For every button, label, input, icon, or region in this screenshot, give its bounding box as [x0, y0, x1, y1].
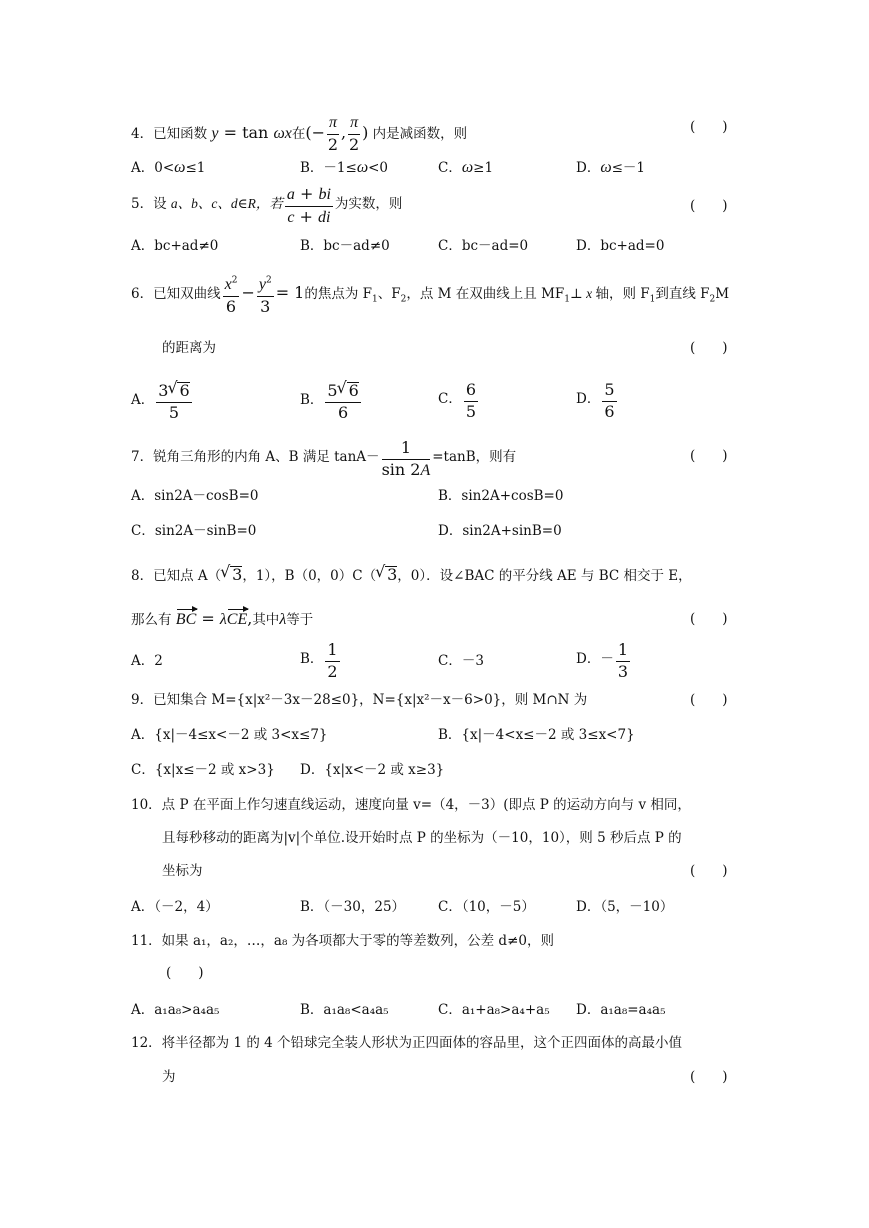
q9-option-b: B．{x|－4<x≤－2 或 3≤x<7} [438, 727, 635, 743]
q4-option-c: C．ω≥1 [438, 159, 494, 176]
q11-option-d: D．a₁a₈=a₄a₅ [576, 1002, 666, 1018]
q6-option-d: D． $\frac{5}{6}$ [576, 380, 615, 421]
q6-option-c: C． $\frac{6}{5}$ [438, 380, 477, 421]
q11-option-a: A．a₁a₈>a₄a₅ [131, 1002, 220, 1018]
q5-option-d: D．bc+ad=0 [576, 238, 665, 254]
q5-option-a: A．bc+ad≠0 [131, 238, 219, 254]
q4-answer-paren: ( ) [690, 119, 728, 135]
q4-option-a: A．0<ω≤1 [131, 159, 206, 176]
q8-stem-line2: 那么有 BC = λCE,其中λ等于 [131, 609, 314, 628]
q5-option-b: B．bc－ad≠0 [300, 238, 390, 254]
q5-stem: 5．设 a、b、c、d∈R，若 $\frac{a + bi}{c + di}$ 为实数，则 [131, 184, 403, 226]
q8-answer-paren: ( ) [690, 611, 728, 627]
q7-option-b: B．sin2A+cosB=0 [438, 488, 564, 504]
q12-stem-line2: 为 [162, 1069, 176, 1085]
q4-option-d: D．ω≤－1 [576, 159, 646, 176]
q4-stem: 4．已知函数 y = tan ωx在(− $\frac{\pi}{2}$ , $\frac{\pi}{2}$ ) 内是减函数，则 [131, 114, 468, 154]
q11-option-b: B．a₁a₈<a₄a₅ [300, 1002, 389, 1018]
q8-stem-line1: 8．已知点 A（√ 3，1），B（0，0）C（√ 3，0）．设∠BAC 的平分线 AE 与 BC 相交于 E， [131, 566, 692, 584]
q9-option-a: A．{x|－4≤x<－2 或 3<x≤7} [131, 727, 328, 743]
q8-option-c: C．－3 [438, 653, 484, 669]
q5-answer-paren: ( ) [690, 198, 728, 214]
q10-stem-line1: 10．点 P 在平面上作匀速直线运动，速度向量 v=（4，－3）(即点 P 的运动方向与 v 相同， [131, 797, 691, 813]
q4-option-b: B．－1≤ω<0 [300, 159, 389, 176]
q12-stem-line1: 12．将半径都为 1 的 4 个铅球完全装人形状为正四面体的容品里，这个正四面体的高最小值 [131, 1035, 683, 1051]
q9-option-d: D．{x|x<－2 或 x≥3} [300, 762, 445, 778]
q10-option-b: B．（－30，25） [300, 899, 406, 915]
q7-stem: 7．锐角三角形的内角 A、B 满足 tanA－ $\frac{1}{\sin 2A}$ =tanB，则有 [131, 438, 517, 479]
q6-answer-paren: ( ) [690, 340, 728, 356]
q9-option-c: C．{x|x≤－2 或 x>3} [131, 762, 275, 778]
q9-stem: 9．已知集合 M={x|x²－3x－28≤0}，N={x|x²－x－6>0}，则 M∩N 为 [131, 692, 588, 708]
q6-stem: 6．已知双曲线 $\frac{x^2}{6}$ − $\frac{y^2}{3}$ = 1的焦点为 $F_1$、$F_2$，点 M 在双曲线上且 $MF_1\perp$ x 轴，则 $F_1$到直线 $F_2M$ [131, 275, 730, 316]
q6-stem-line2: 的距离为 [162, 340, 216, 356]
q11-stem: 11．如果 a₁，a₂，…，a₈ 为各项都大于零的等差数列，公差 d≠0，则 [131, 933, 554, 949]
q7-answer-paren: ( ) [690, 448, 728, 464]
q11-option-c: C．a₁+a₈>a₄+a₅ [438, 1002, 550, 1018]
q10-option-c: C．（10，－5） [438, 899, 535, 915]
q10-stem-line2: 且每秒移动的距离为|v|个单位.设开始时点 P 的坐标为（－10，10），则 5 秒后点 P 的 [162, 830, 682, 846]
q7-option-a: A．sin2A－cosB=0 [131, 488, 259, 504]
q7-option-d: D．sin2A+sinB=0 [438, 523, 562, 539]
q10-option-d: D．（5，－10） [576, 899, 674, 915]
q8-option-a: A．2 [131, 653, 163, 669]
q12-answer-paren: ( ) [690, 1069, 728, 1085]
q11-answer-paren: ( ) [166, 965, 204, 981]
q7-option-c: C．sin2A－sinB=0 [131, 523, 257, 539]
q10-answer-paren: ( ) [690, 863, 728, 879]
q9-answer-paren: ( ) [690, 692, 728, 708]
q10-option-a: A．（－2，4） [131, 899, 219, 915]
q8-option-d: D．－ $\frac{1}{3}$ [576, 640, 629, 681]
q10-stem-line3: 坐标为 [162, 863, 203, 879]
q8-option-b: B． $\frac{1}{2}$ [300, 640, 338, 681]
q6-option-a: A． $\frac{3√ 6}{5}$ [131, 382, 194, 422]
q6-option-b: B． $\frac{5√ 6}{6}$ [300, 382, 363, 422]
q5-option-c: C．bc－ad=0 [438, 238, 529, 254]
